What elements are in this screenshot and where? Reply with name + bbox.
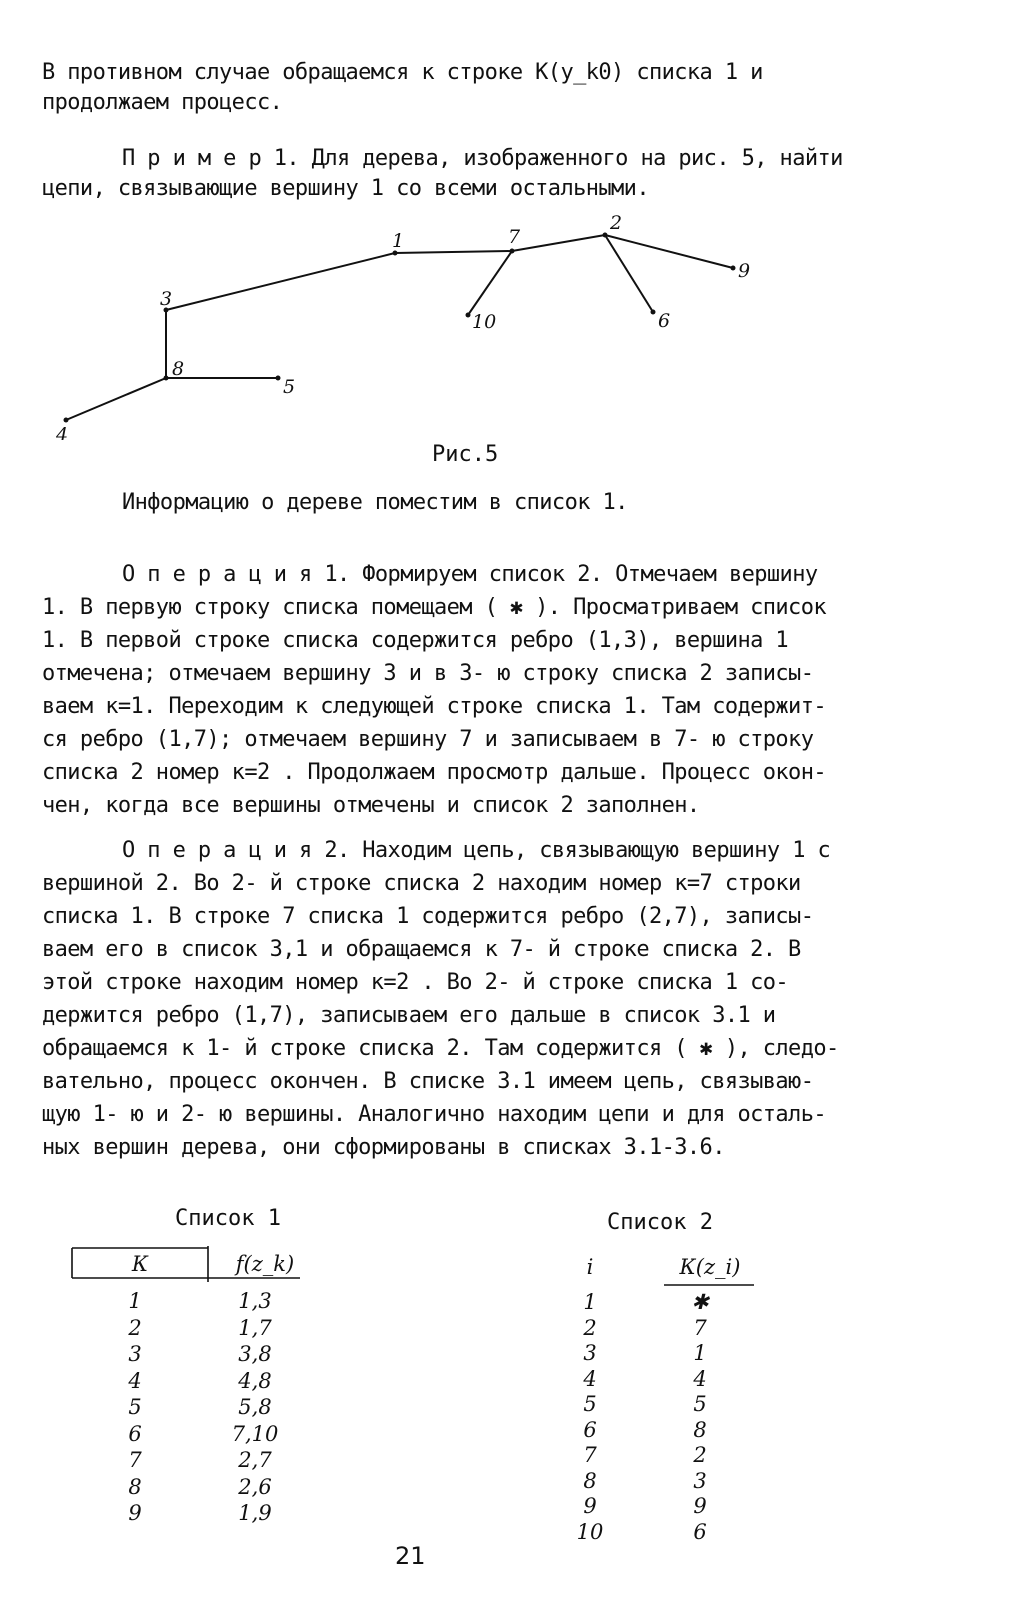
node-label: 10 (472, 311, 497, 333)
list2-header-underline (660, 1282, 760, 1288)
list2-header-i: i (586, 1255, 594, 1279)
list1-title: Список 1 (175, 1206, 281, 1231)
figure-caption: Рис.5 (432, 442, 499, 467)
list2-i: 9 (583, 1494, 597, 1518)
list2-title: Список 2 (607, 1210, 713, 1235)
node-label: 3 (160, 288, 173, 310)
list2-i: 7 (583, 1443, 597, 1467)
text-line: обращаемся к 1- й строке списка 2. Там содержится ( ✱ ), следо- (42, 1036, 839, 1061)
list1-edge: 5,8 (238, 1395, 272, 1419)
text-line: списка 1. В строке 7 списка 1 содержится ребро (2,7), записы- (42, 904, 814, 929)
list1-edge: 1,7 (238, 1315, 272, 1340)
list2-k: 3 (693, 1468, 707, 1493)
list2-i: 10 (576, 1519, 604, 1544)
text-line: Информацию о дереве поместим в список 1. (122, 490, 628, 515)
list1-k: 1 (128, 1289, 142, 1313)
list2-i: 2 (583, 1315, 597, 1340)
text-line: О п е р а ц и я 1. Формируем список 2. Отмечаем вершину (122, 562, 818, 587)
list2-header-k: К(z_i) (679, 1255, 741, 1279)
text-line: держится ребро (1,7), записываем его дальше в список 3.1 и (42, 1003, 776, 1028)
list1-k: 7 (128, 1448, 142, 1472)
list2-k: 5 (693, 1392, 707, 1416)
node-label: 9 (738, 260, 751, 282)
text-line: 1. В первой строке списка содержится ребро (1,3), вершина 1 (42, 628, 789, 653)
node-label: 7 (508, 226, 521, 248)
text-line: ваем его в список 3,1 и обращаемся к 7- й строке списка 2. В (42, 937, 801, 962)
node-label: 8 (172, 358, 185, 380)
list2-i: 8 (583, 1468, 597, 1493)
list1-k: 4 (128, 1368, 142, 1393)
list1-edge: 1,3 (238, 1289, 272, 1313)
node-label: 2 (610, 215, 623, 234)
list2-k: 2 (693, 1443, 707, 1467)
list2-k: 7 (693, 1315, 707, 1340)
list1-header-k: К (131, 1252, 149, 1276)
page-number: 21 (395, 1542, 426, 1570)
list2-i: 4 (583, 1366, 597, 1391)
text-line: этой строке находим номер к=2 . Во 2- й строке списка 1 со- (42, 970, 789, 995)
text-line: В противном случае обращаемся к строке K(y_k0) списка 1 и (42, 60, 763, 85)
list1-k: 5 (128, 1395, 142, 1419)
list1-edge: 2,6 (238, 1474, 272, 1499)
text-line: 1. В первую строку списка помещаем ( ✱ ). Просматриваем список (42, 595, 826, 620)
list2-k: 4 (693, 1366, 707, 1391)
list1-k: 6 (128, 1421, 142, 1446)
text-line: вершиной 2. Во 2- й строке списка 2 находим номер к=7 строки (42, 871, 801, 896)
text-line: О п е р а ц и я 2. Находим цепь, связывающую вершину 1 с (122, 838, 831, 863)
list1-header-f: f(z_k) (235, 1252, 295, 1276)
list2-k: 8 (693, 1417, 707, 1442)
list1-k: 9 (128, 1501, 142, 1525)
list2-k: 1 (693, 1341, 707, 1365)
text-line: цепи, связывающие вершину 1 со всеми остальными. (42, 176, 649, 201)
text-line: ных вершин дерева, они сформированы в списках 3.1-3.6. (42, 1135, 725, 1160)
list1-edge: 3,8 (238, 1342, 272, 1366)
list1-col-k (115, 1288, 155, 1527)
list2-i: 3 (583, 1341, 597, 1365)
node-label: 4 (56, 424, 69, 440)
list1-edge: 1,9 (238, 1501, 272, 1525)
node-label: 1 (392, 230, 405, 252)
list1-col-edges (215, 1288, 295, 1527)
list2-k: ✱ (691, 1290, 709, 1314)
list2-i: 1 (583, 1290, 597, 1314)
list2-k: 9 (693, 1494, 707, 1518)
text-line: списка 2 номер к=2 . Продолжаем просмотр дальше. Процесс окон- (42, 760, 826, 785)
list1-k: 2 (128, 1315, 142, 1340)
text-line: ваем к=1. Переходим к следующей строке списка 1. Там содержит- (42, 694, 826, 719)
list2-k: 6 (693, 1519, 707, 1544)
list1-k: 3 (128, 1342, 142, 1366)
list2-col-k (680, 1290, 720, 1545)
text-line: вательно, процесс окончен. В списке 3.1 имеем цепь, связываю- (42, 1069, 814, 1094)
list1-k: 8 (128, 1474, 142, 1499)
list2-i: 5 (583, 1392, 597, 1416)
text-line: щую 1- ю и 2- ю вершины. Аналогично находим цепи и для осталь- (42, 1102, 826, 1127)
list2-i: 6 (583, 1417, 597, 1442)
list1-edge: 4,8 (238, 1368, 272, 1393)
node-label: 5 (283, 376, 296, 398)
tree-figure (0, 215, 1015, 440)
list2-col-i (570, 1290, 610, 1545)
list1-edge: 7,10 (231, 1421, 279, 1446)
list1-edge: 2,7 (238, 1448, 272, 1472)
text-line: чен, когда все вершины отмечены и список 2 заполнен. (42, 793, 700, 818)
text-line: ся ребро (1,7); отмечаем вершину 7 и записываем в 7- ю строку (42, 727, 814, 752)
text-line: отмечена; отмечаем вершину 3 и в 3- ю строку списка 2 записы- (42, 661, 814, 686)
text-line: продолжаем процесс. (42, 90, 283, 115)
text-line: П р и м е р 1. Для дерева, изображенного на рис. 5, найти (122, 146, 843, 171)
node-label: 6 (658, 310, 671, 332)
